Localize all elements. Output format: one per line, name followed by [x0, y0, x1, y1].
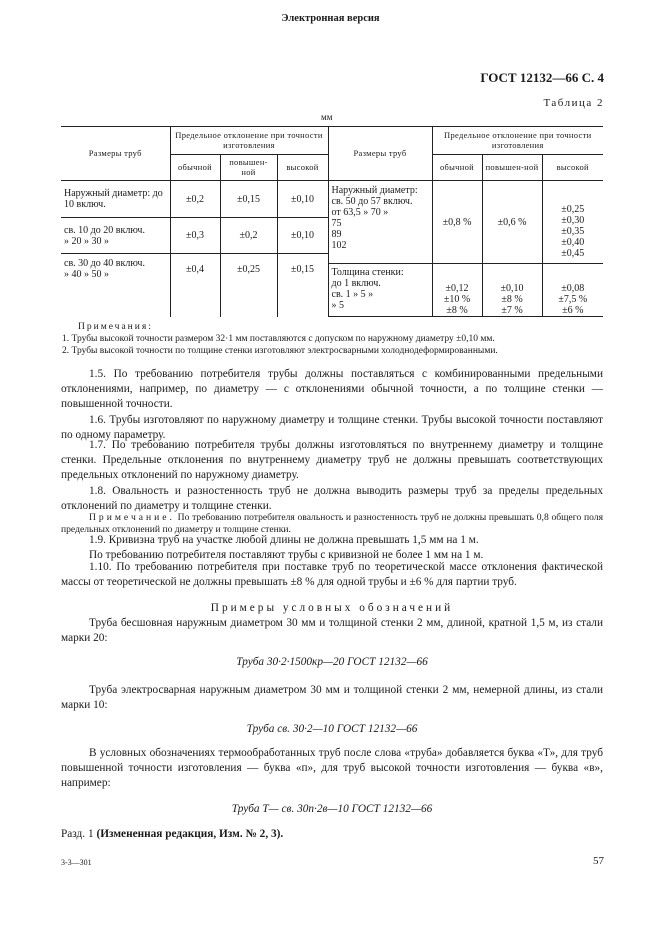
paragraph-1-6: 1.6. Трубы изготовляют по наружному диаметру и толщине стенки. Трубы высокой точности поставляют по одному параметру.: [61, 414, 603, 442]
notes-title: Примечания:: [78, 322, 153, 332]
page-number: 57: [593, 855, 604, 867]
table-cell: Наружный диаметр: св. 50 до 57 включ. от 63,5 » 70 » 75 89 102: [328, 181, 432, 264]
th-deviation-right: Предельное отклонение при точности изготовления: [432, 127, 603, 155]
amendment-bold: (Измененная редакция, Изм. № 2, 3).: [96, 828, 284, 840]
th-size-left: Размеры труб: [61, 127, 170, 181]
example-3-code: Труба Т— св. 30п·2в—10 ГОСТ 12132—66: [231, 803, 433, 815]
table-cell: ±0,10: [277, 181, 328, 218]
th-high-right: высокой: [542, 155, 603, 181]
paragraph-1-7: 1.7. По требованию потребителя трубы должны изготовляться по внутреннему диаметру и толщине стенки. Предельные отклонения по внутреннему диаметру труб не должны превышать соответствующих предельных отклонений по наружному диаметру.: [61, 439, 603, 482]
paragraph-1-9-b: По требованию потребителя поставляют трубы с кривизной не более 1 мм на 1 м.: [89, 549, 484, 561]
paragraph-1-10: 1.10. По требованию потребителя при поставке труб по теоретической массе отклонения фактической массы от теоретической не должны превышать ±8 % для одной трубы и ±6 % для партии труб.: [61, 561, 603, 589]
example-1-code: Труба 30·2·1500кр—20 ГОСТ 12132—66: [236, 656, 428, 668]
table-cell: ±0,4: [170, 254, 220, 317]
table-cell: ±0,08 ±7,5 % ±6 %: [542, 264, 603, 317]
th-ordinary-left: обычной: [170, 155, 220, 181]
note-label: Примечание.: [89, 512, 175, 523]
table-cell: ±0,12 ±10 % ±8 %: [432, 264, 482, 317]
table-cell: ±0,2: [170, 181, 220, 218]
table-cell: ±0,15: [220, 181, 277, 218]
examples-title: Примеры условных обозначений: [210, 602, 454, 614]
table-cell: ±0,25 ±0,30 ±0,35 ±0,40 ±0,45: [542, 181, 603, 264]
note-2: 2. Трубы высокой точности по толщине стенки изготовляют электросварными холоднодеформированными.: [62, 346, 498, 356]
table-cell: ±0,6 %: [482, 181, 542, 264]
amendment-prefix: Разд. 1: [61, 828, 97, 840]
th-high-left: высокой: [277, 155, 328, 181]
paragraph-1-8: 1.8. Овальность и разностенность труб не должна выводить размеры труб за пределы предельных отклонений по диаметру и толщине стенки.: [61, 485, 603, 513]
paragraph-1-5: 1.5. По требованию потребителя трубы должны поставляться с комбинированными предельными отклонениями, например, по диаметру — с отклонениями обычной точности, а по толщине стенки — повышенной точности.: [61, 368, 603, 411]
th-deviation-left: Предельное отклонение при точности изготовления: [170, 127, 328, 155]
header-electronic-version: Электронная версия: [281, 13, 380, 24]
table-notes: [62, 321, 498, 357]
section-amendment: [61, 827, 603, 842]
th-increased-left: повышен-ной: [220, 155, 277, 181]
table-cell: св. 30 до 40 включ. » 40 » 50 »: [61, 254, 170, 317]
table-cell: ±0,25: [220, 254, 277, 317]
th-increased-right: повышен-ной: [482, 155, 542, 181]
example-2-text: Труба электросварная наружным диаметром 30 мм и толщиной стенки 2 мм, немерной длины, из стали марки 10:: [61, 684, 603, 712]
table-cell: ±0,3: [170, 218, 220, 254]
table-caption: Таблица 2: [543, 97, 604, 109]
table-cell: Наружный диаметр: до 10 включ.: [64, 188, 163, 210]
note-text: По требованию потребителя овальность и разностенность труб не должны превышать 0,8 общего поля предельных отклонений по диаметру и толщине стенки.: [61, 512, 603, 535]
table-cell: ±0,8 %: [432, 181, 482, 264]
footer-code: 3-3—301: [61, 858, 92, 867]
example-3-text: В условных обозначениях термообработанных труб после слова «труба» добавляется буква «Т», для труб повышенной точности изготовления — буква «п», для труб высокой точности изготовления — буква «в», например:: [61, 747, 603, 790]
th-ordinary-right: обычной: [432, 155, 482, 181]
unit-label: мм: [321, 112, 333, 122]
gost-page-header: ГОСТ 12132—66 С. 4: [480, 70, 604, 85]
table-cell: св. 10 до 20 включ. » 20 » 30 »: [61, 218, 170, 254]
paragraph-1-9: 1.9. Кривизна труб на участке любой длины не должна превышать 1,5 мм на 1 м.: [89, 534, 479, 546]
table-cell: Толщина стенки: до 1 включ. св. 1 » 5 » » 5: [328, 264, 432, 317]
table-cell: ±0,10: [277, 218, 328, 254]
table-cell: ±0,2: [220, 218, 277, 254]
note-1: 1. Трубы высокой точности размером 32·1 мм поставляются с допуском по наружному диаметру ±0,10 мм.: [62, 334, 495, 344]
example-1-text: Труба бесшовная наружным диаметром 30 мм и толщиной стенки 2 мм, длиной, кратной 1,5 м, из стали марки 20:: [61, 617, 603, 645]
table-cell: ±0,15: [277, 254, 328, 317]
table-cell: ±0,10 ±8 % ±7 %: [482, 264, 542, 317]
th-size-right: Размеры труб: [328, 127, 432, 181]
tolerance-table: [61, 126, 603, 317]
example-2-code: Труба св. 30·2—10 ГОСТ 12132—66: [246, 723, 418, 735]
